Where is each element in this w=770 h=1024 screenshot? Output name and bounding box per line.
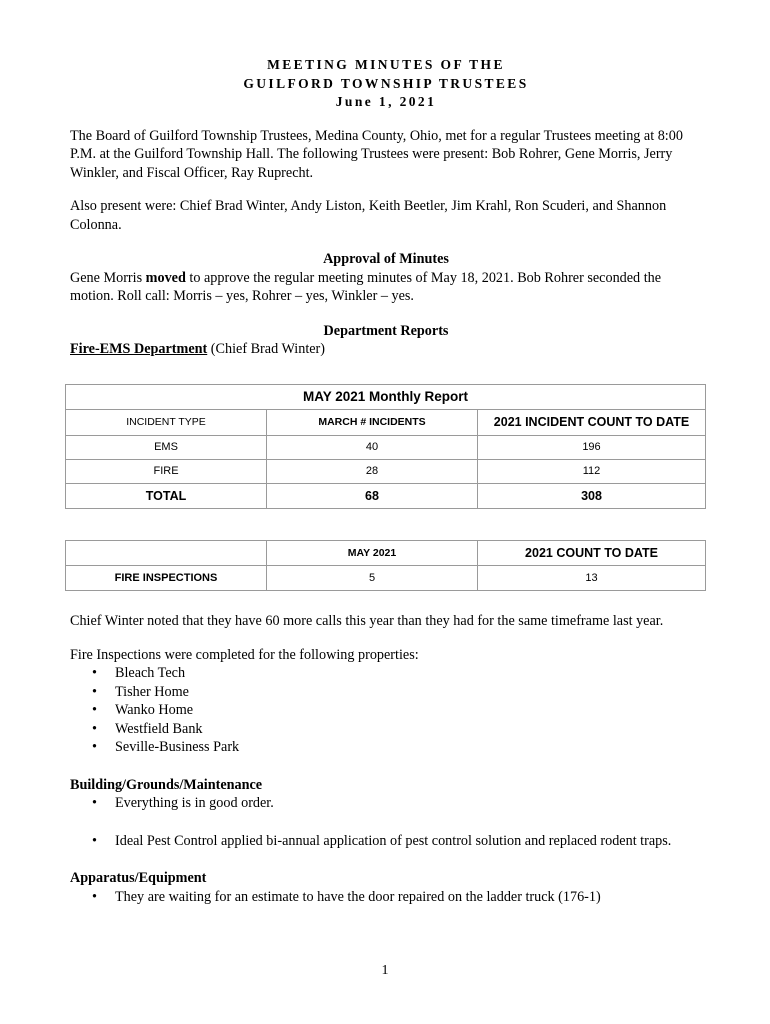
list-item: [70, 794, 702, 813]
fire-ems-label: Fire-EMS Department: [70, 341, 208, 357]
list-item: [70, 888, 702, 907]
title-line-2: GUILFORD TOWNSHIP TRUSTEES: [243, 75, 529, 91]
list-item: [70, 720, 702, 739]
inspections-header-blank: [66, 541, 267, 566]
building-item-text: Everything is in good order.: [115, 795, 274, 811]
attendees-paragraph: Also present were: Chief Brad Winter, Andy Liston, Keith Beetler, Jim Krahl, Ron Scuderi, and Shannon Colonna.: [70, 198, 667, 233]
total-label: TOTAL: [66, 484, 267, 509]
table-header-row: [66, 410, 706, 436]
property-name: Tisher Home: [115, 683, 189, 700]
inspections-intro: Fire Inspections were completed for the following properties:: [70, 646, 419, 663]
approval-text-end: to approve the regular meeting minutes of May 18, 2021. Bob Rohrer seconded the motion. Roll call: Morris – yes, Rohrer – yes, Winkler – yes.: [70, 269, 662, 304]
title-line-1: MEETING MINUTES OF THE: [267, 57, 505, 72]
property-name: Bleach Tech: [115, 665, 186, 681]
bullet-icon: •: [92, 739, 97, 755]
fire-ems-line: [70, 340, 702, 359]
row-ems-march: 40: [267, 436, 478, 460]
document-page: [70, 56, 702, 905]
inspections-may-value: 5: [267, 566, 478, 591]
building-list: [70, 794, 702, 850]
bullet-icon: •: [92, 888, 97, 905]
approval-section: [70, 250, 702, 306]
approval-moved-word: moved: [145, 269, 186, 286]
bullet-icon: •: [92, 702, 97, 718]
property-name: Seville-Business Park: [115, 739, 240, 755]
fire-inspections-table: [65, 540, 706, 591]
apparatus-list: [70, 888, 702, 907]
header-incident-type: INCIDENT TYPE: [66, 410, 267, 436]
bullet-icon: •: [92, 832, 97, 849]
fire-ems-chief: (Chief Brad Winter): [207, 341, 326, 357]
row-fire-type: FIRE: [66, 460, 267, 484]
bullet-icon: •: [92, 720, 97, 737]
table-row: [66, 460, 706, 484]
bullet-icon: •: [92, 795, 97, 811]
total-todate: 308: [478, 484, 706, 509]
inspections-header-may: MAY 2021: [267, 541, 478, 566]
apparatus-heading: Apparatus/Equipment: [70, 870, 207, 886]
header-count-to-date: 2021 INCIDENT COUNT TO DATE: [478, 410, 706, 436]
monthly-report-caption: MAY 2021 Monthly Report: [66, 385, 706, 410]
bullet-icon: •: [92, 665, 97, 681]
property-name: Wanko Home: [115, 702, 194, 718]
apparatus-item-text: They are waiting for an estimate to have the door repaired on the ladder truck (176-1): [115, 888, 601, 905]
department-section: [70, 322, 702, 359]
building-heading: Building/Grounds/Maintenance: [70, 776, 263, 793]
row-ems-todate: 196: [478, 436, 706, 460]
approval-text: [70, 269, 702, 306]
header-march-incidents: MARCH # INCIDENTS: [267, 410, 478, 436]
chief-note: Chief Winter noted that they have 60 more calls this year than they had for the same timeframe last year.: [70, 613, 664, 629]
list-item: [70, 832, 702, 851]
total-march: 68: [267, 484, 478, 509]
list-item: [70, 738, 702, 757]
department-heading: Department Reports: [323, 322, 449, 339]
list-item: [70, 664, 702, 683]
inspections-todate-value: 13: [478, 566, 706, 591]
approval-text-start: Gene Morris: [70, 269, 146, 286]
inspections-header-todate: 2021 COUNT TO DATE: [478, 541, 706, 566]
table-row: [66, 436, 706, 460]
inspections-label: FIRE INSPECTIONS: [66, 566, 267, 591]
property-name: Westfield Bank: [115, 720, 203, 737]
bullet-icon: •: [92, 683, 97, 700]
title-date: June 1, 2021: [335, 94, 437, 109]
row-fire-march: 28: [267, 460, 478, 484]
inspections-header-row: [66, 541, 706, 566]
row-ems-type: EMS: [66, 436, 267, 460]
approval-heading: Approval of Minutes: [323, 251, 449, 267]
page-number: 1: [381, 963, 389, 978]
intro-paragraph: The Board of Guilford Township Trustees, Medina County, Ohio, met for a regular Trustees meeting at 8:00 P.M. at the Guilford Township Hall. The following Trustees were present: Bob Rohrer, Gene Morris, Jerry Winkler, and Fiscal Officer, Ray Ruprecht.: [70, 127, 683, 181]
properties-list: [70, 664, 702, 757]
table-total-row: [66, 484, 706, 509]
row-fire-todate: 112: [478, 460, 706, 484]
list-item: [70, 701, 702, 720]
list-item: [70, 683, 702, 702]
table-row: [66, 566, 706, 591]
building-item-text: Ideal Pest Control applied bi-annual application of pest control solution and replaced rodent traps.: [115, 832, 672, 849]
notes-section: [70, 612, 702, 906]
monthly-report-table: [65, 384, 706, 509]
